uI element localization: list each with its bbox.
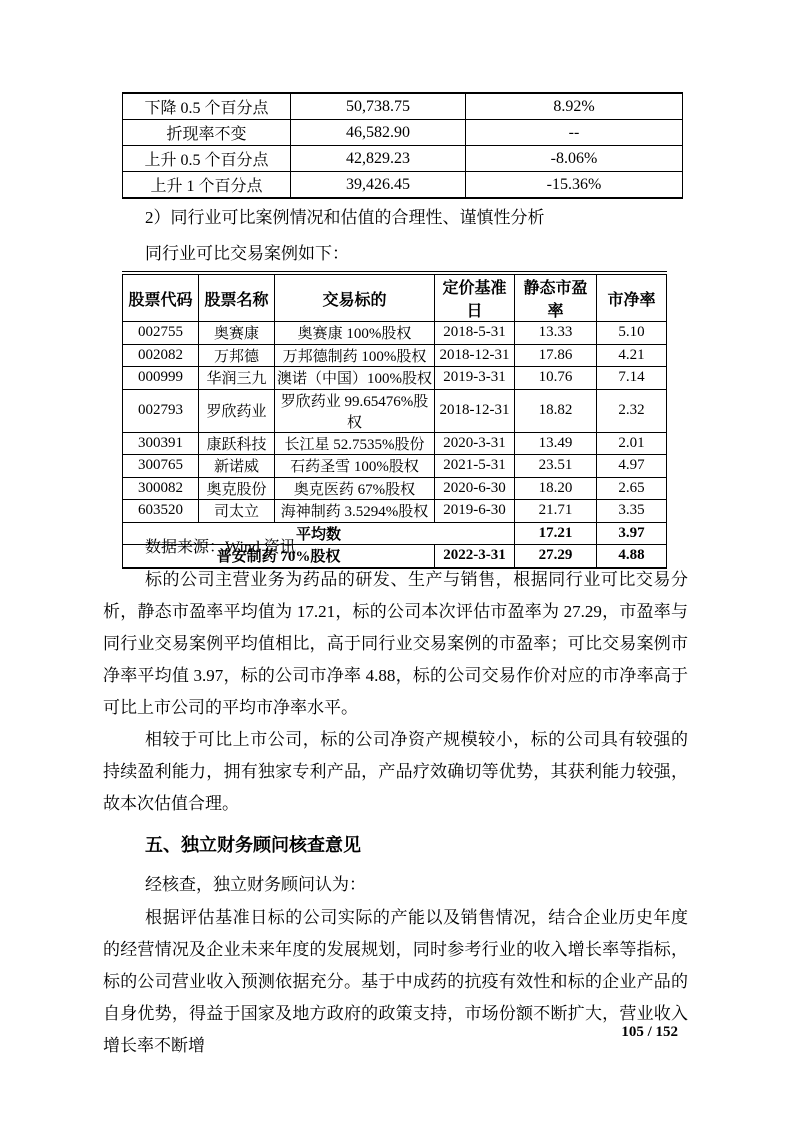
table-cell: 新诺威 (199, 455, 275, 478)
table-cell: 7.14 (597, 367, 667, 390)
table-cell: 23.51 (515, 455, 597, 478)
table-cell: 2018-5-31 (435, 322, 515, 345)
table-intro-text: 同行业可比交易案例如下： (145, 244, 349, 263)
table-cell: 002793 (123, 389, 199, 432)
table-row (123, 477, 667, 500)
table-cell: 上升 0.5 个百分点 (123, 146, 291, 172)
table-cell: 康跃科技 (199, 432, 275, 455)
table-cell: 50,738.75 (291, 93, 466, 120)
table-cell: 长江星 52.7535%股份 (275, 432, 435, 455)
table-cell: 2019-3-31 (435, 367, 515, 390)
column-header: 交易标的 (275, 273, 435, 322)
table-row (123, 120, 683, 146)
table-cell: 17.86 (515, 344, 597, 367)
table-cell: -8.06% (466, 146, 683, 172)
table-cell: 300391 (123, 432, 199, 455)
paragraph-valuation-conclusion: 相较于可比上市公司，标的公司净资产规模较小，标的公司具有较强的持续盈利能力，拥有独家专利产品，产品疗效确切等优势，其获利能力较强，故本次估值合理。 (103, 730, 688, 813)
table-cell: 万邦德 (199, 344, 275, 367)
table-cell: 2018-12-31 (435, 344, 515, 367)
table-cell: 万邦德制药 100%股权 (275, 344, 435, 367)
table-row (123, 389, 667, 432)
table-cell: 2.01 (597, 432, 667, 455)
table-cell: 8.92% (466, 93, 683, 120)
table-cell: 折现率不变 (123, 120, 291, 146)
table-cell: 18.82 (515, 389, 597, 432)
table-cell: 华润三九 (199, 367, 275, 390)
table-row (123, 322, 667, 345)
table-cell: 2021-5-31 (435, 455, 515, 478)
average-pb-cell: 3.97 (597, 522, 667, 545)
table-cell: 4.97 (597, 455, 667, 478)
table-cell: 2020-3-31 (435, 432, 515, 455)
target-pb-cell: 4.88 (597, 545, 667, 568)
table-row (123, 344, 667, 367)
data-source-note: 数据来源：Wind 资讯 (145, 539, 296, 556)
column-header: 股票代码 (123, 273, 199, 322)
discount-sensitivity-table (122, 92, 683, 199)
average-pe-cell: 17.21 (515, 522, 597, 545)
table-cell: 46,582.90 (291, 120, 466, 146)
table-cell: 司太立 (199, 500, 275, 523)
column-header: 市净率 (597, 273, 667, 322)
table-cell: 石药圣雪 100%股权 (275, 455, 435, 478)
column-header: 股票名称 (199, 273, 275, 322)
table-cell: 39,426.45 (291, 172, 466, 199)
table-cell: -- (466, 120, 683, 146)
table-cell: 000999 (123, 367, 199, 390)
paragraph-valuation-analysis: 标的公司主营业务为药品的研发、生产与销售，根据同行业可比交易分析，静态市盈率平均值为 17.21，标的公司本次评估市盈率为 27.29，市盈率与同行业交易案例平均值相比，高于同行业交易案例的市盈率；可比交易案例市净率平均值 3.97，标的公司市净率 4.88，标的公司交易作价对应的市净率高于可比上市公司的平均市净率水平。 (103, 570, 688, 717)
table-row (123, 146, 683, 172)
table-cell: 奥赛康 100%股权 (275, 322, 435, 345)
column-header: 静态市盈率 (515, 273, 597, 322)
table-cell: 奥克医药 67%股权 (275, 477, 435, 500)
table-cell: 18.20 (515, 477, 597, 500)
table-cell: 603520 (123, 500, 199, 523)
page-number: 105 / 152 (621, 1024, 678, 1040)
paragraph-advisor-intro: 经核查，独立财务顾问认为： (145, 875, 366, 894)
comparable-transactions-table (122, 271, 667, 569)
table-cell: 4.21 (597, 344, 667, 367)
table-cell: 澳诺（中国）100%股权 (275, 367, 435, 390)
target-date-cell: 2022-3-31 (435, 545, 515, 568)
table-cell: 21.71 (515, 500, 597, 523)
table-row (123, 455, 667, 478)
table-cell: 300082 (123, 477, 199, 500)
table-cell: -15.36% (466, 172, 683, 199)
table-row (123, 367, 667, 390)
table-cell: 10.76 (515, 367, 597, 390)
table-cell: 2018-12-31 (435, 389, 515, 432)
table-cell: 2.32 (597, 389, 667, 432)
subsection-heading: 2）同行业可比案例情况和估值的合理性、谨慎性分析 (145, 208, 545, 227)
table-row (123, 93, 683, 120)
table-row (123, 500, 667, 523)
table-cell: 海神制药 3.5294%股权 (275, 500, 435, 523)
table-cell: 5.10 (597, 322, 667, 345)
table-cell: 奥赛康 (199, 322, 275, 345)
target-label-cell: 普安制药 70%股权 (123, 545, 435, 568)
table-cell: 罗欣药业 99.65476%股权 (275, 389, 435, 432)
table-cell: 300765 (123, 455, 199, 478)
table-cell: 002755 (123, 322, 199, 345)
table-cell: 罗欣药业 (199, 389, 275, 432)
paragraph-advisor-opinion: 根据评估基准日标的公司实际的产能以及销售情况，结合企业历史年度的经营情况及企业未来年度的发展规划，同时参考行业的收入增长率等指标，标的公司营业收入预测依据充分。基于中成药的抗疫有效性和标的企业产品的自身优势，得益于国家及地方政府的政策支持，市场份额不断扩大，营业收入增长率不断增 (103, 908, 688, 1055)
table-cell: 下降 0.5 个百分点 (123, 93, 291, 120)
column-header: 定价基准日 (435, 273, 515, 322)
target-pe-cell: 27.29 (515, 545, 597, 568)
table-cell: 2.65 (597, 477, 667, 500)
average-label-cell: 平均数 (123, 522, 515, 545)
section-5-heading: 五、独立财务顾问核查意见 (145, 835, 361, 855)
table-cell: 13.49 (515, 432, 597, 455)
table-cell: 上升 1 个百分点 (123, 172, 291, 199)
table-cell: 002082 (123, 344, 199, 367)
table-cell: 2019-6-30 (435, 500, 515, 523)
table-cell: 奥克股份 (199, 477, 275, 500)
table-cell: 2020-6-30 (435, 477, 515, 500)
table-cell: 42,829.23 (291, 146, 466, 172)
table-row (123, 172, 683, 199)
table-row (123, 432, 667, 455)
table-cell: 13.33 (515, 322, 597, 345)
table-header-row (123, 273, 667, 322)
table-cell: 3.35 (597, 500, 667, 523)
